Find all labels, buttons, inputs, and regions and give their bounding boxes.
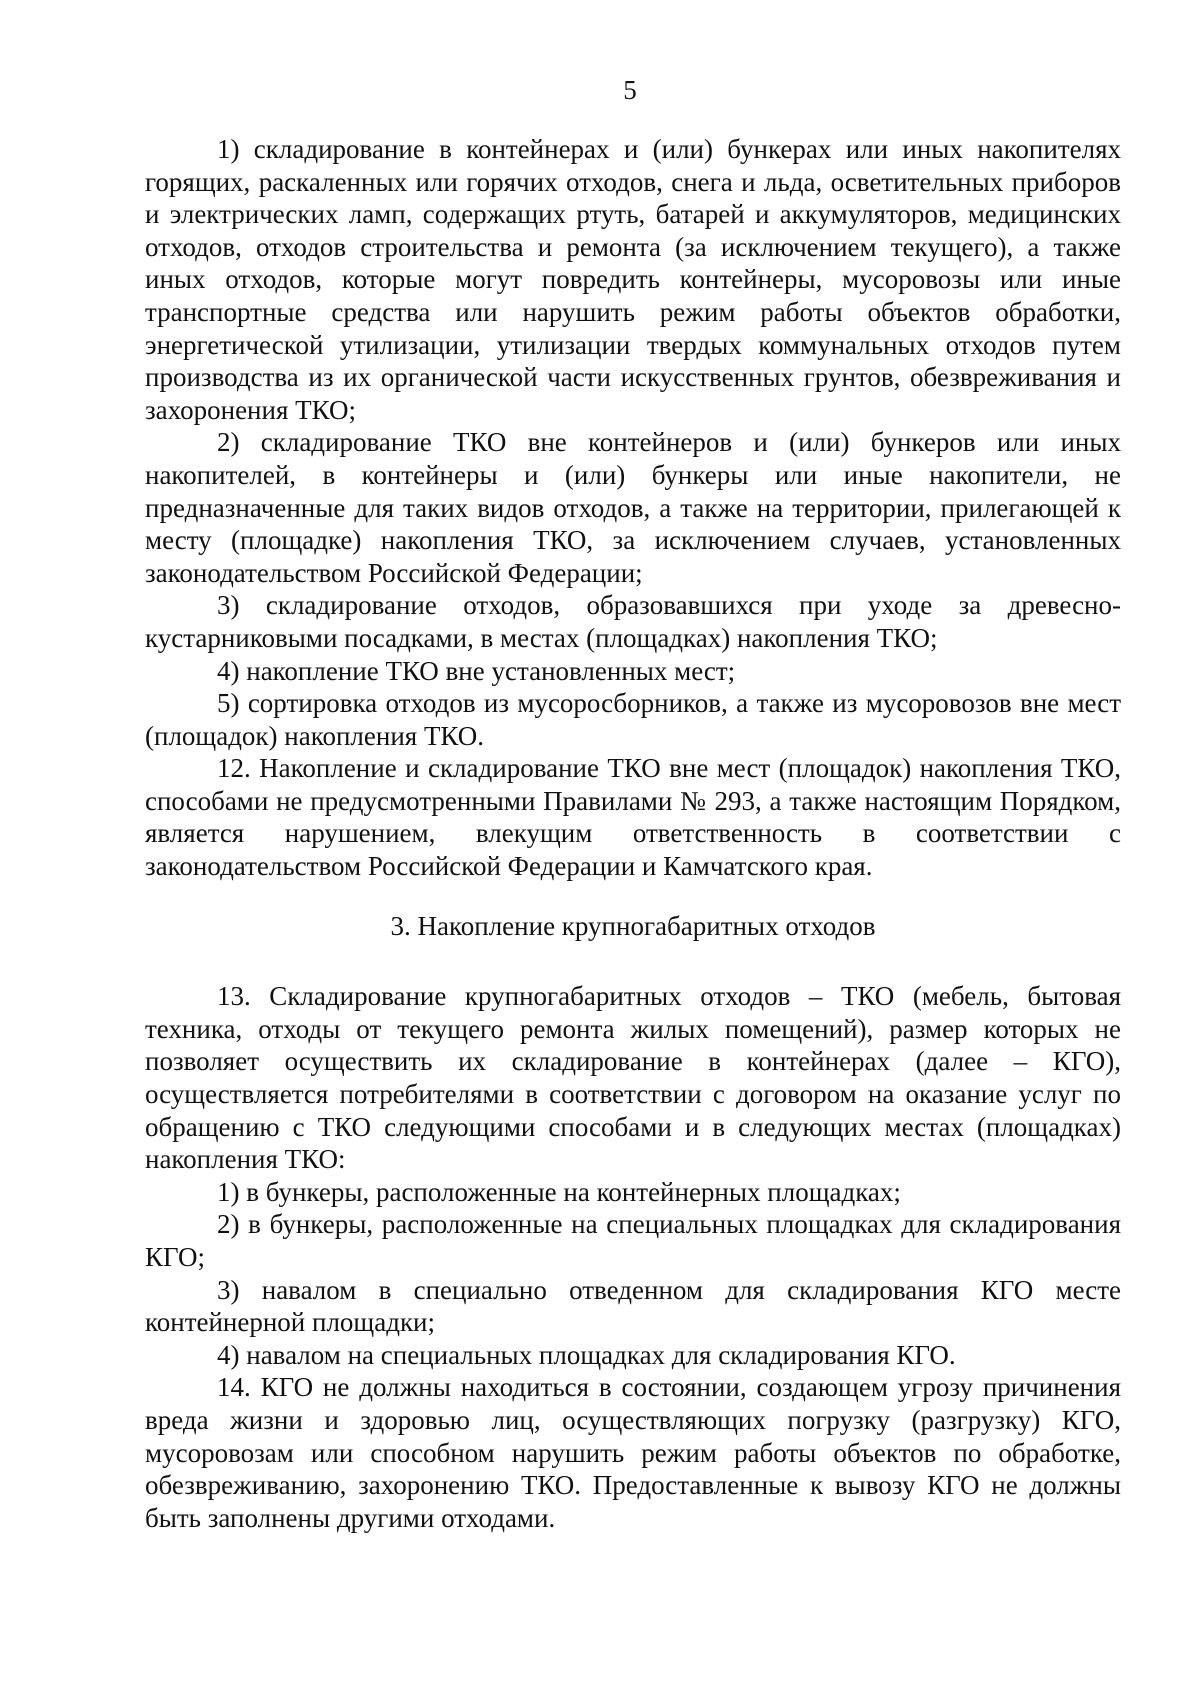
kgo-list-item-3: 3) навалом в специально отведенном для складирования КГО месте контейнерной площадки;	[145, 1274, 1121, 1338]
list-item-5: 5) сортировка отходов из мусоросборников, а также из мусоровозов вне мест (площадок) накопления ТКО.	[145, 688, 1121, 751]
kgo-list-item-4: 4) навалом на специальных площадках для складирования КГО.	[217, 1339, 956, 1370]
section-heading: 3. Накопление крупногабаритных отходов	[390, 910, 876, 941]
paragraph-14: 14. КГО не должны находиться в состоянии, создающем угрозу причинения вреда жизни и здоровью лиц, осуществляющих погрузку (разгрузку) КГО, мусоровозам или способном нарушить режим работы объектов по обработке, обезвреживанию, захоронению ТКО. Предоставленные к вывозу КГО не должны быть заполнены другими отходами.	[145, 1372, 1121, 1533]
list-item-2: 2) складирование ТКО вне контейнеров и (или) бункеров или иных накопителей, в контейнеры и (или) бункеры или иные накопители, не предназначенные для таких видов отходов, а также на территории, прилегающей к месту (площадке) накопления ТКО, за исключением случаев, установленных законодательством Российской Федерации;	[145, 427, 1121, 588]
list-item-4: 4) накопление ТКО вне установленных мест;	[217, 655, 736, 686]
paragraph-13: 13. Складирование крупногабаритных отходов – ТКО (мебель, бытовая техника, отходы от текущего ремонта жилых помещений), размер которых не позволяет осуществить их складирование в контейнерах (далее – КГО), осуществляется потребителями в соответствии с договором на оказание услуг по обращению с ТКО следующими способами и в следующих местах (площадках) накопления ТКО:	[145, 981, 1121, 1175]
page-number: 5	[623, 75, 637, 105]
document-body	[145, 133, 1121, 1534]
list-item-3: 3) складирование отходов, образовавшихся при уходе за древесно-кустарниковыми посадками, в местах (площадках) накопления ТКО;	[145, 590, 1121, 653]
paragraph-12: 12. Накопление и складирование ТКО вне мест (площадок) накопления ТКО, способами не предусмотренными Правилами № 293, а также настоящим Порядком, является нарушением, влекущим ответственность в соответствии с законодательством Российской Федерации и Камчатского края.	[145, 753, 1121, 882]
kgo-list-item-1: 1) в бункеры, расположенные на контейнерных площадках;	[217, 1176, 901, 1207]
kgo-list-item-2: 2) в бункеры, расположенные на специальных площадках для складирования КГО;	[145, 1209, 1121, 1272]
list-item-1: 1) складирование в контейнерах и (или) бункерах или иных накопителях горящих, раскаленных или горячих отходов, снега и льда, осветительных приборов и электрических ламп, содержащих ртуть, батарей и аккумуляторов, медицинских отходов, отходов строительства и ремонта (за исключением текущего), а также иных отходов, которые могут повредить контейнеры, мусоровозы или иные транспортные средства или нарушить режим работы объектов обработки, энергетической утилизации, утилизации твердых коммунальных отходов путем производства из их органической части искусственных грунтов, обезвреживания и захоронения ТКО;	[145, 134, 1121, 425]
